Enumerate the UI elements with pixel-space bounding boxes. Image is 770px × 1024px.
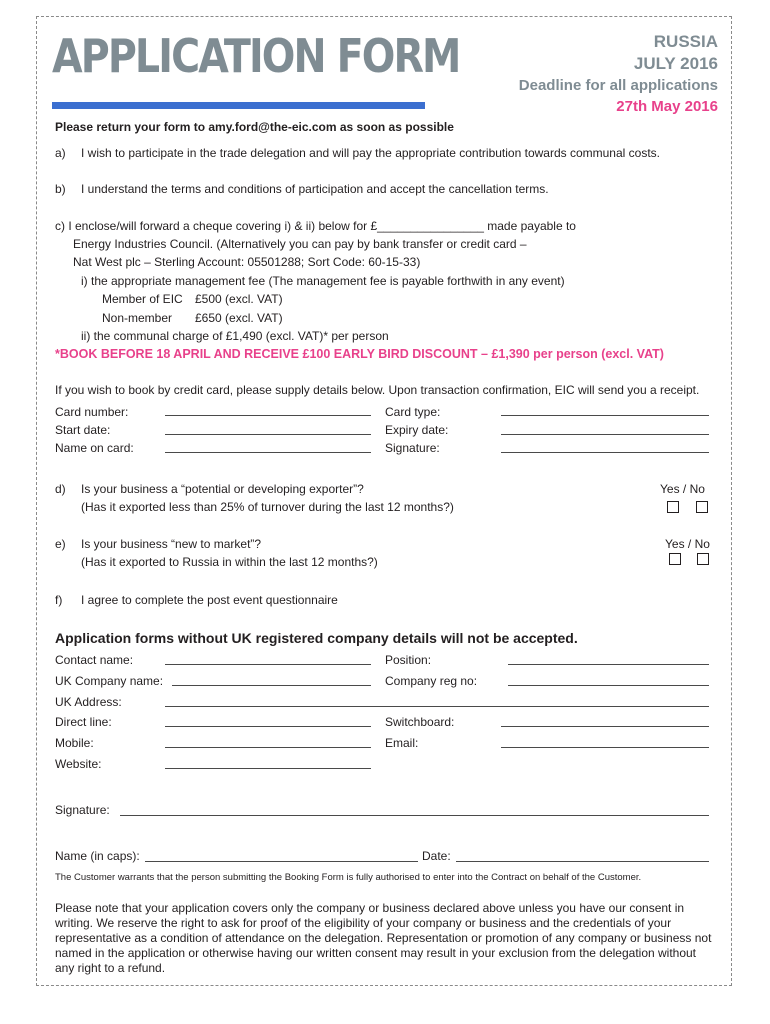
company-heading: Application forms without UK registered company details will not be accepted. [55, 630, 578, 646]
term-b-text: I understand the terms and conditions of participation and accept the cancellation terms. [81, 182, 549, 196]
contact-name-label: Contact name: [55, 653, 134, 667]
uk-company-name-field[interactable] [172, 685, 371, 686]
term-c-line3: Nat West plc – Sterling Account: 05501288; Sort Code: 60-15-33) [73, 255, 421, 269]
return-instructions: Please return your form to amy.ford@the-eic.com as soon as possible [55, 120, 454, 134]
consent-note: Please note that your application covers only the company or business declared above unless you have our consent in writing. We reserve the right to ask for proof of the eligibility of your company or business and the credentials of your representative as a condition of attendance on the delegation. Representation or promotion of any company or business not named in the application or otherwise having our written consent may result in your exclusion from the delegation without any right to a refund. [55, 901, 712, 975]
card-signature-field[interactable] [501, 452, 709, 453]
start-date-label: Start date: [55, 423, 111, 437]
question-d-line1: Is your business a “potential or developing exporter”? [81, 482, 364, 496]
question-e-label: e) [55, 537, 66, 551]
question-e-line1: Is your business “new to market”? [81, 537, 262, 551]
question-d-yes-checkbox[interactable] [667, 501, 679, 513]
term-c-line1: c) I enclose/will forward a cheque covering i) & ii) below for £________________ made payable to [55, 219, 576, 233]
switchboard-label: Switchboard: [385, 715, 455, 729]
term-a-text: I wish to participate in the trade delegation and will pay the appropriate contribution towards communal costs. [81, 146, 660, 160]
uk-address-label: UK Address: [55, 695, 122, 709]
early-bird-promo: *BOOK BEFORE 18 APRIL AND RECEIVE £100 EARLY BIRD DISCOUNT – £1,390 per person (excl. VAT) [55, 347, 664, 361]
term-c-line2: Energy Industries Council. (Alternatively you can pay by bank transfer or credit card – [73, 237, 527, 251]
name-on-card-field[interactable] [165, 452, 371, 453]
uk-company-name-label: UK Company name: [55, 674, 164, 688]
website-field[interactable] [165, 768, 371, 769]
warranty-text: The Customer warrants that the person submitting the Booking Form is fully authorised to enter into the Contract on behalf of the Customer. [55, 872, 642, 883]
question-e-no-checkbox[interactable] [697, 553, 709, 565]
card-intro: If you wish to book by credit card, please supply details below. Upon transaction confirmation, EIC will send you a receipt. [55, 383, 700, 397]
deadline-label: Deadline for all applications [518, 77, 718, 94]
term-b-label: b) [55, 182, 66, 196]
contact-name-field[interactable] [165, 664, 371, 665]
question-d-no-checkbox[interactable] [696, 501, 708, 513]
question-f-text: I agree to complete the post event questionnaire [81, 593, 338, 607]
form-title: APPLICATION FORM [52, 29, 460, 83]
uk-address-field[interactable] [165, 706, 709, 707]
question-e-yes-no: Yes / No [665, 537, 710, 551]
question-f-label: f) [55, 593, 63, 607]
company-reg-no-field[interactable] [508, 685, 709, 686]
company-reg-no-label: Company reg no: [385, 674, 478, 688]
email-field[interactable] [501, 747, 709, 748]
direct-line-field[interactable] [165, 726, 371, 727]
nonmember-fee: £650 (excl. VAT) [195, 311, 283, 325]
card-type-field[interactable] [501, 415, 709, 416]
name-on-card-label: Name on card: [55, 441, 134, 455]
card-signature-label: Signature: [385, 441, 440, 455]
date-label: Date: [422, 849, 451, 863]
date-field[interactable] [456, 861, 709, 862]
card-number-field[interactable] [165, 415, 371, 416]
card-number-label: Card number: [55, 405, 129, 419]
member-label: Member of EIC [102, 292, 183, 306]
question-d-yes-no: Yes / No [660, 482, 705, 496]
term-c-ii: ii) the communal charge of £1,490 (excl. VAT)* per person [81, 329, 389, 343]
position-label: Position: [385, 653, 432, 667]
start-date-field[interactable] [165, 434, 371, 435]
email-label: Email: [385, 736, 419, 750]
question-d-label: d) [55, 482, 66, 496]
event-month: JULY 2016 [633, 54, 718, 73]
name-caps-label: Name (in caps): [55, 849, 140, 863]
nonmember-label: Non-member [102, 311, 173, 325]
expiry-date-label: Expiry date: [385, 423, 449, 437]
signature-label: Signature: [55, 803, 110, 817]
mobile-label: Mobile: [55, 736, 94, 750]
term-c-i: i) the appropriate management fee (The management fee is payable forthwith in any event) [81, 274, 565, 288]
term-a-label: a) [55, 146, 66, 160]
question-d-line2: (Has it exported less than 25% of turnover during the last 12 months?) [81, 500, 454, 514]
question-e-yes-checkbox[interactable] [669, 553, 681, 565]
position-field[interactable] [508, 664, 709, 665]
member-fee: £500 (excl. VAT) [195, 292, 283, 306]
title-underline [52, 102, 425, 109]
expiry-date-field[interactable] [501, 434, 709, 435]
card-type-label: Card type: [385, 405, 441, 419]
mobile-field[interactable] [165, 747, 371, 748]
switchboard-field[interactable] [501, 726, 709, 727]
name-caps-field[interactable] [145, 861, 418, 862]
direct-line-label: Direct line: [55, 715, 112, 729]
signature-field[interactable] [120, 815, 709, 816]
question-e-line2: (Has it exported to Russia in within the last 12 months?) [81, 555, 378, 569]
website-label: Website: [55, 757, 102, 771]
deadline-date: 27th May 2016 [616, 98, 718, 115]
event-country: RUSSIA [653, 32, 718, 51]
